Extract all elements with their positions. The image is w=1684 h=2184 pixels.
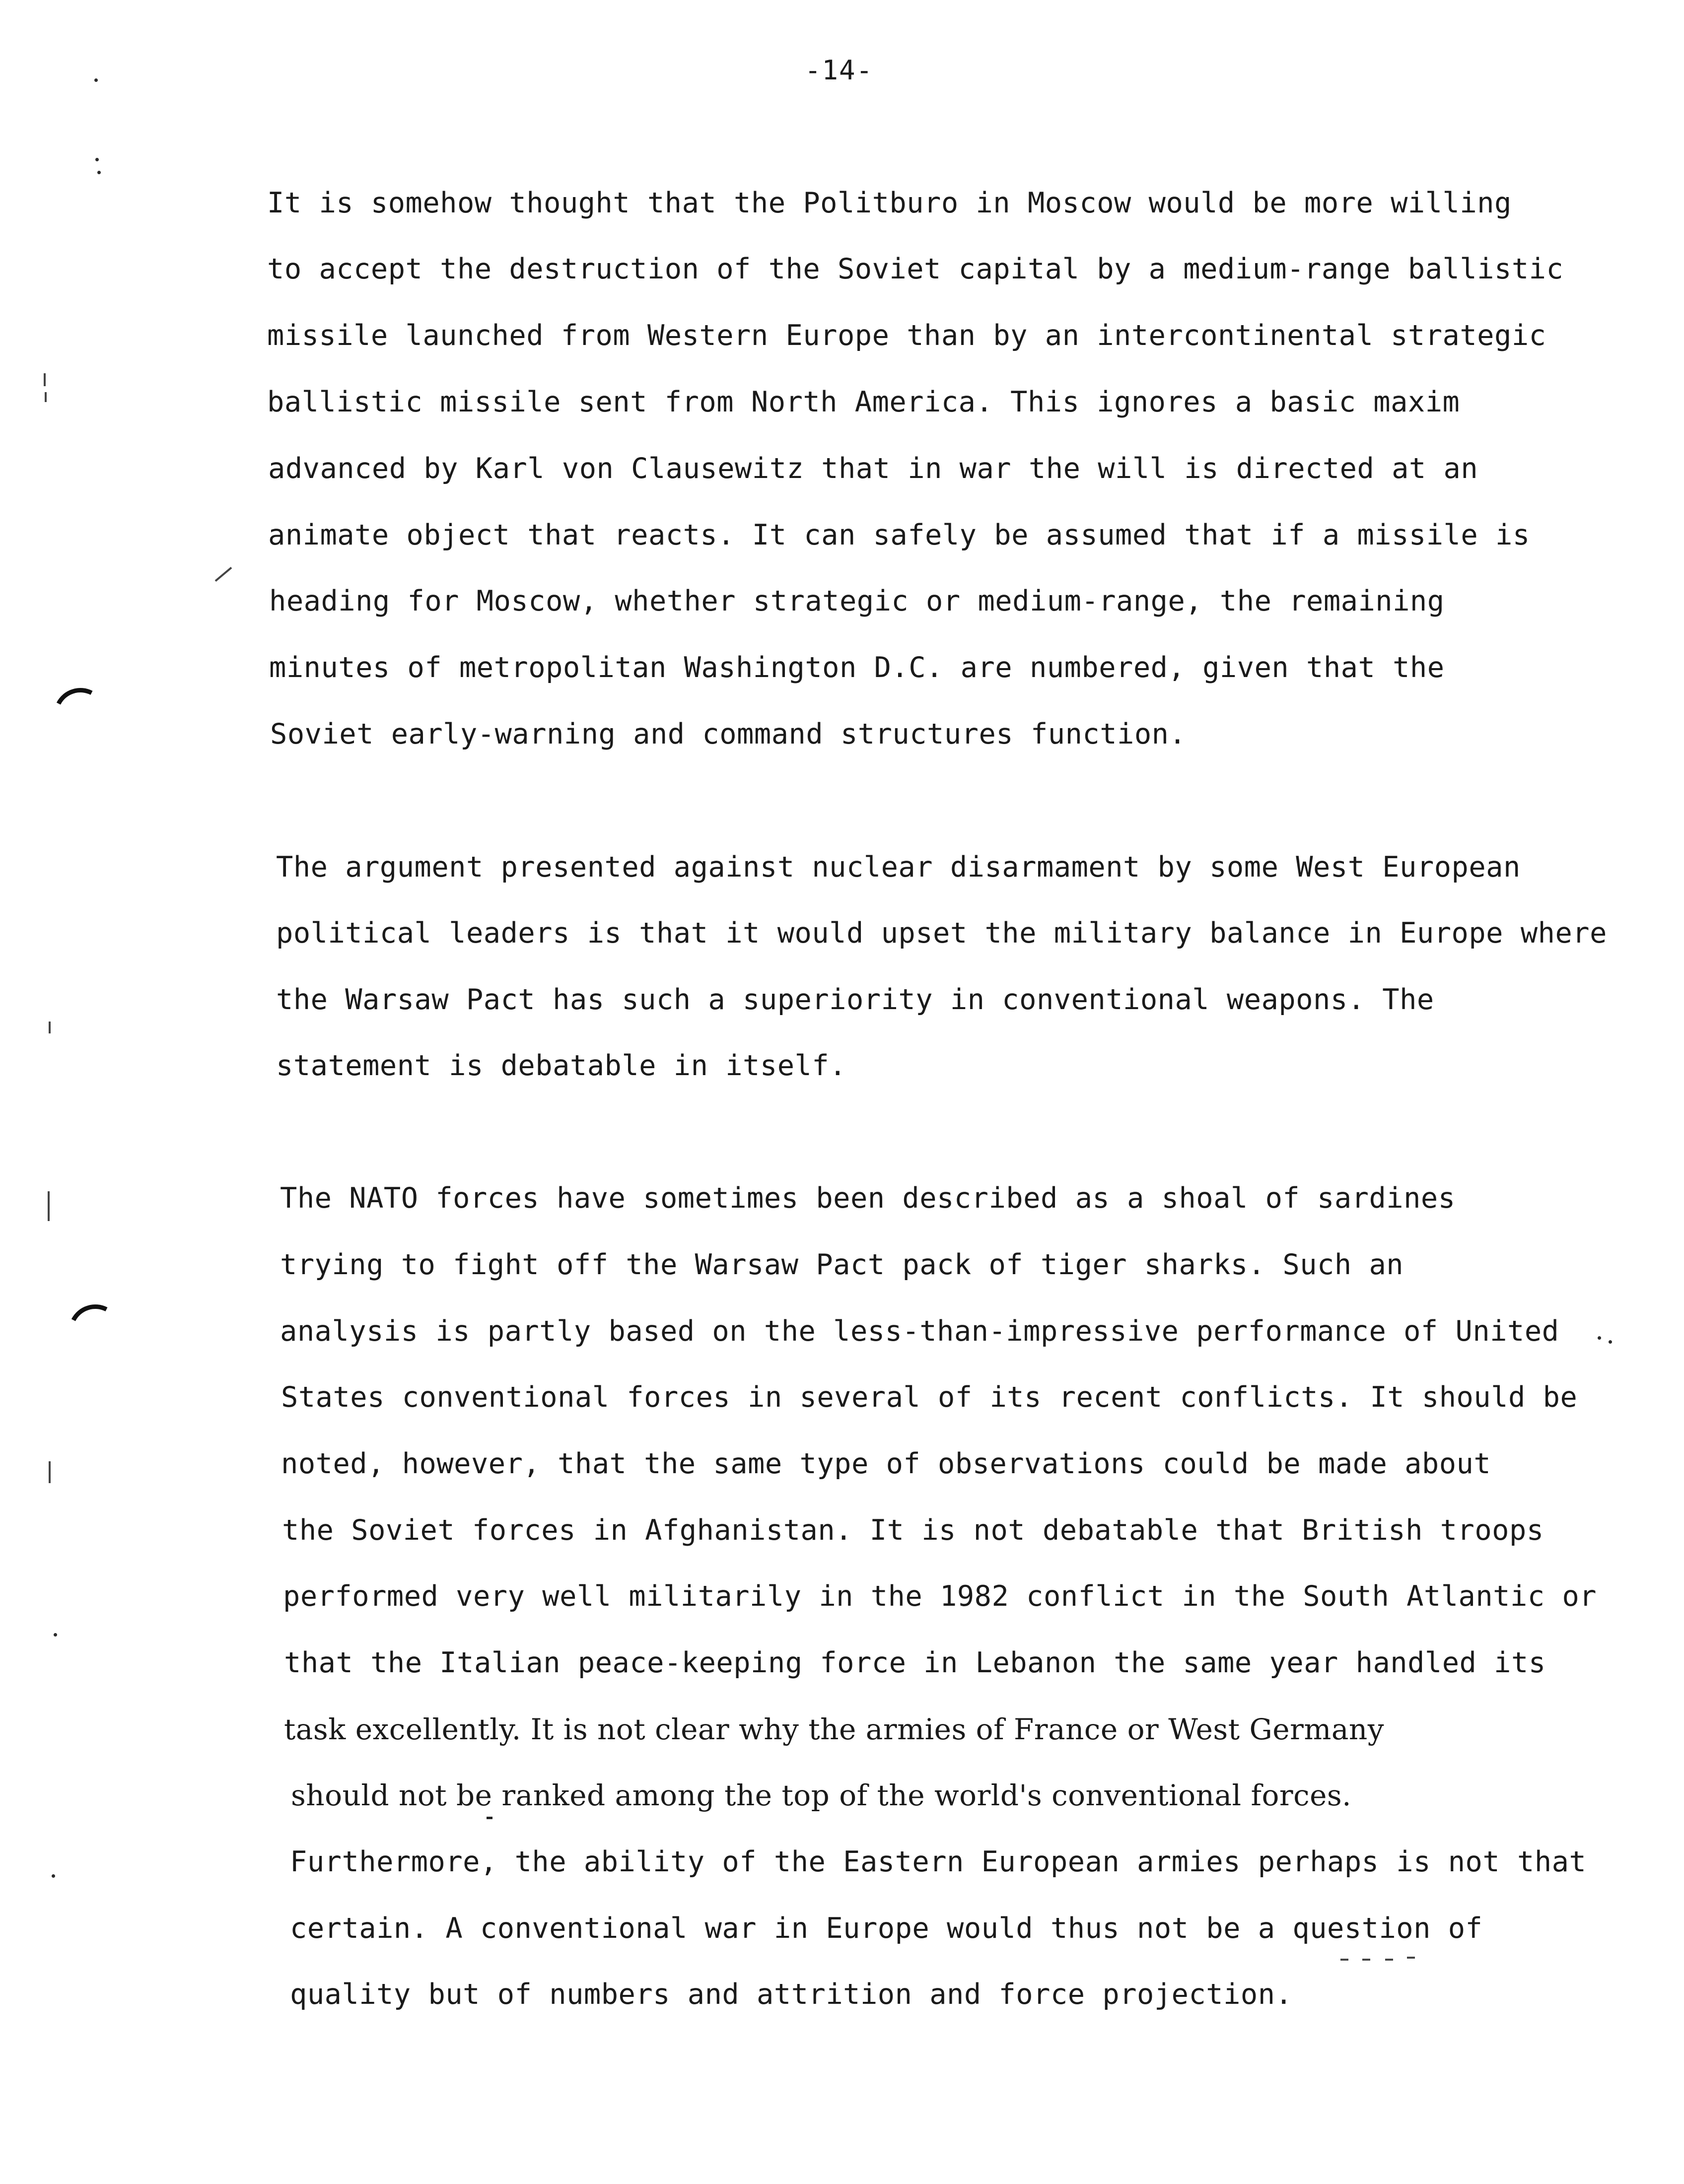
paragraph-line: Soviet early-warning and command structures function. bbox=[270, 718, 1187, 751]
paragraph-line: that the Italian peace-keeping force in Lebanon the same year handled its bbox=[284, 1646, 1546, 1679]
trailing-dash bbox=[1340, 1959, 1348, 1961]
binding-hole-arc bbox=[47, 681, 114, 749]
margin-speck bbox=[95, 158, 99, 161]
paragraph-line: should not be ranked among the top of the world's conventional forces. bbox=[291, 1778, 1352, 1812]
paragraph-line: to accept the destruction of the Soviet capital by a medium-range ballistic bbox=[267, 253, 1564, 285]
margin-tick bbox=[48, 1191, 50, 1221]
paragraph-line: States conventional forces in several of its recent conflicts. It should be bbox=[281, 1381, 1578, 1414]
margin-speck bbox=[94, 78, 98, 82]
paragraph-line: analysis is partly based on the less-than-impressive performance of United bbox=[280, 1315, 1559, 1348]
paragraph-line: The NATO forces have sometimes been described as a shoal of sardines bbox=[280, 1182, 1456, 1215]
paragraph-line: the Soviet forces in Afghanistan. It is not debatable that British troops bbox=[282, 1514, 1544, 1547]
margin-tick bbox=[49, 1022, 51, 1033]
trailing-dash bbox=[1385, 1959, 1393, 1961]
margin-speck bbox=[97, 171, 101, 174]
margin-speck bbox=[1609, 1340, 1612, 1344]
margin-tick bbox=[44, 373, 46, 386]
paragraph-line: advanced by Karl von Clausewitz that in war the will is directed at an bbox=[268, 452, 1478, 485]
paragraph-line: performed very well militarily in the 1982 conflict in the South Atlantic or bbox=[283, 1580, 1597, 1613]
margin-tick bbox=[49, 1461, 51, 1483]
margin-slash bbox=[215, 567, 232, 582]
paragraph-line: certain. A conventional war in Europe would thus not be a question of bbox=[290, 1912, 1483, 1945]
binding-hole-arc bbox=[62, 1297, 129, 1365]
paragraph-line: It is somehow thought that the Politburo in Moscow would be more willing bbox=[267, 187, 1512, 219]
trailing-dash bbox=[1362, 1959, 1370, 1961]
paragraph-line: trying to fight off the Warsaw Pact pack of tiger sharks. Such an bbox=[280, 1248, 1404, 1281]
paragraph-line: noted, however, that the same type of observations could be made about bbox=[281, 1447, 1491, 1480]
paragraph-line: Furthermore, the ability of the Eastern European armies perhaps is not that bbox=[290, 1845, 1587, 1878]
margin-speck bbox=[54, 1633, 57, 1637]
paragraph-line: statement is debatable in itself. bbox=[276, 1049, 846, 1082]
margin-speck bbox=[52, 1874, 55, 1878]
page-number: -14- bbox=[804, 55, 874, 86]
paragraph-line: missile launched from Western Europe than by an intercontinental strategic bbox=[267, 319, 1546, 352]
paragraph-line: animate object that reacts. It can safely be assumed that if a missile is bbox=[268, 519, 1530, 551]
margin-tick bbox=[45, 392, 47, 402]
paragraph-line: minutes of metropolitan Washington D.C. are numbered, given that the bbox=[269, 651, 1445, 684]
margin-speck bbox=[1598, 1336, 1601, 1340]
paragraph-line: quality but of numbers and attrition and force projection. bbox=[290, 1978, 1293, 2011]
paragraph-line: the Warsaw Pact has such a superiority in conventional weapons. The bbox=[276, 983, 1434, 1016]
underline-mark bbox=[487, 1817, 492, 1819]
paragraph-line: ballistic missile sent from North America. This ignores a basic maxim bbox=[267, 386, 1460, 418]
paragraph-line: political leaders is that it would upset the military balance in Europe where bbox=[276, 917, 1607, 950]
paragraph-line: task excellently. It is not clear why the armies of France or West Germany bbox=[284, 1712, 1385, 1746]
paragraph-line: The argument presented against nuclear disarmament by some West European bbox=[276, 851, 1521, 884]
paragraph-line: heading for Moscow, whether strategic or medium-range, the remaining bbox=[269, 585, 1445, 617]
trailing-dash bbox=[1407, 1957, 1415, 1959]
